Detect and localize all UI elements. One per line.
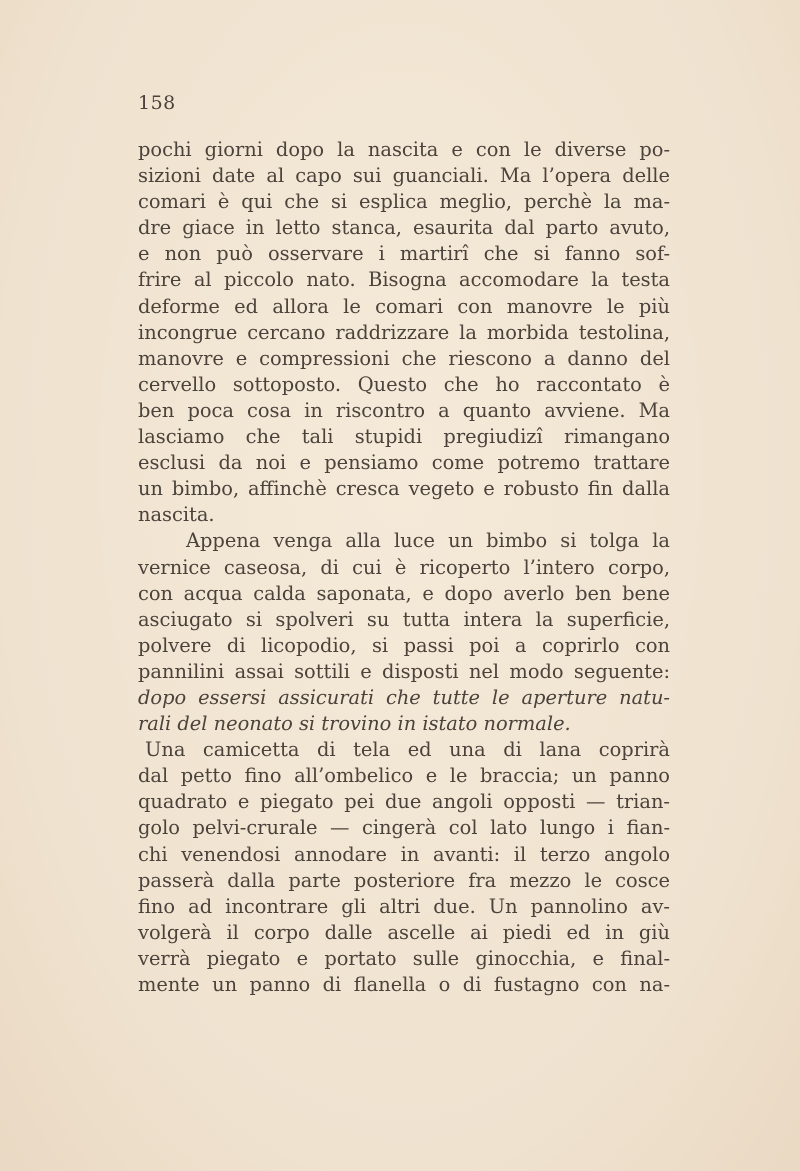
text-line: polvere di licopodio, si passi poi a coprirlo con — [138, 633, 670, 657]
page-number: 158 — [138, 92, 176, 114]
text-line: e non può osservare i martirî che si fanno sof- — [138, 242, 670, 266]
text-line: fino ad incontrare gli altri due. Un pannolino av- — [138, 894, 670, 918]
text-line: pannilini assai sottili e disposti nel modo seguente: — [138, 659, 670, 683]
text-line: con acqua calda saponata, e dopo averlo ben bene — [138, 581, 670, 605]
text-line: golo pelvi-crurale — cingerà col lato lungo i fian- — [138, 816, 670, 840]
text-line: deforme ed allora le comari con manovre le più — [138, 294, 670, 318]
text-line: quadrato e piegato pei due angoli opposti — trian- — [138, 790, 670, 814]
text-line: frire al piccolo nato. Bisogna accomodare la testa — [138, 268, 670, 292]
text-line: esclusi da noi e pensiamo come potremo trattare — [138, 451, 670, 475]
text-line: vernice caseosa, di cui è ricoperto l’intero corpo, — [138, 555, 670, 579]
text-line: ben poca cosa in riscontro a quanto avviene. Ma — [138, 398, 670, 422]
text-line: dopo essersi assicurati che tutte le aperture natu- — [138, 685, 670, 709]
text-line: comari è qui che si esplica meglio, perchè la ma- — [138, 190, 670, 214]
text-line: passerà dalla parte posteriore fra mezzo le cosce — [138, 868, 670, 892]
text-line: lasciamo che tali stupidi pregiudizî rimangano — [138, 425, 670, 449]
text-line: verrà piegato e portato sulle ginocchia, e final- — [138, 946, 670, 970]
text-line: manovre e compressioni che riescono a danno del — [138, 346, 670, 370]
text-line: sizioni date al capo sui guanciali. Ma l’opera delle — [138, 164, 670, 188]
text-line: cervello sottoposto. Questo che ho raccontato è — [138, 372, 670, 396]
text-line: Appena venga alla luce un bimbo si tolga la — [186, 529, 670, 553]
text-line: chi venendosi annodare in avanti: il terzo angolo — [138, 842, 670, 866]
text-line: asciugato si spolveri su tutta intera la superficie, — [138, 607, 670, 631]
text-line: dal petto fino all’ombelico e le braccia; un panno — [138, 764, 670, 788]
text-line: nascita. — [138, 503, 215, 527]
text-line: volgerà il corpo dalle ascelle ai piedi ed in giù — [138, 920, 670, 944]
text-line: incongrue cercano raddrizzare la morbida testolina, — [138, 320, 670, 344]
text-line: dre giace in letto stanca, esaurita dal parto avuto, — [138, 216, 670, 240]
text-line: rali del neonato si trovino in istato normale. — [138, 712, 571, 736]
text-line: mente un panno di flanella o di fustagno con na- — [138, 973, 670, 996]
body-text — [138, 137, 670, 998]
text-line: Una camicetta di tela ed una di lana coprirà — [145, 738, 670, 762]
text-line: un bimbo, affinchè cresca vegeto e robusto fin dalla — [138, 477, 670, 501]
text-line: pochi giorni dopo la nascita e con le diverse po- — [138, 138, 670, 161]
